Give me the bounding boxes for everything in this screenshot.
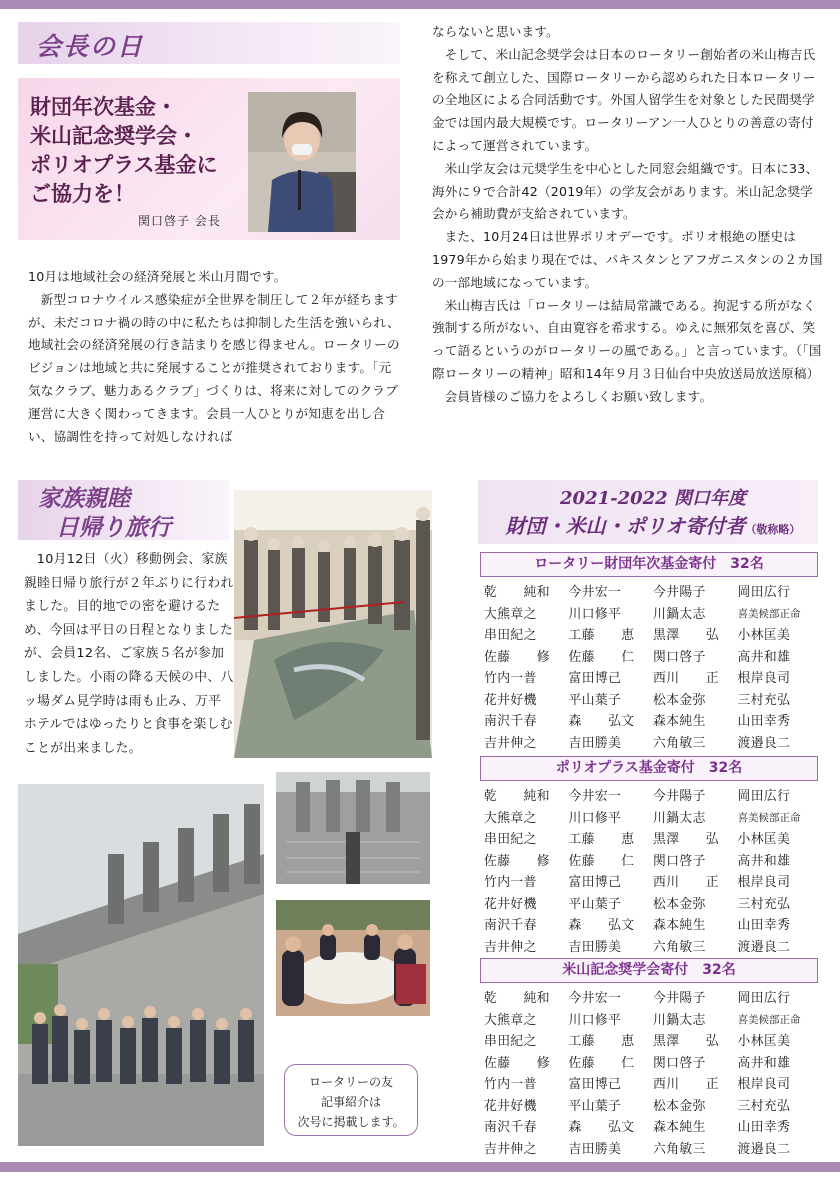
donor-name: 六角敏三 xyxy=(653,939,706,955)
donor-name: 花井好機 xyxy=(484,1098,537,1114)
donor-name: 山田幸秀 xyxy=(737,714,791,729)
donor-name: 三村充弘 xyxy=(737,1098,791,1114)
president-body-left: 10月は地域社会の経済発展と米山月間です。 新型コロナウイルス感染症が全世界を制圧して２年が経ちますが、未だコロナ禍の時の中に私たちは抑制した生活を強いられ、地域社会の経済発展の行き詰まりを感じ得ません。ロータリーのビジョンは地域と共に発展することが推奨されております。「元気なクラブ、魅力あるクラブ」づくりは、将来に対してのクラブ運営に大きく関わってきます。会員一人ひとりが知恵を出し合い、協調性を持って対処しなければ xyxy=(28,269,400,444)
donor-name: 川鍋太志 xyxy=(653,810,706,826)
donor-name: 乾 純和 xyxy=(484,585,550,600)
donor-name: 富田博己 xyxy=(568,671,622,686)
donor-name: 小林匡美 xyxy=(737,1034,791,1049)
donor-name: 川口修平 xyxy=(568,1012,622,1028)
donor-name: 喜美候部正命 xyxy=(737,607,801,620)
donor-name: 岡田広行 xyxy=(737,585,791,600)
donor-list-yoneyama xyxy=(480,988,818,1160)
donor-row xyxy=(480,988,818,1010)
trip-title-line2: 日帰り旅行 xyxy=(56,514,171,541)
donor-name: 関口啓子 xyxy=(653,1055,706,1071)
donor-row xyxy=(480,937,818,959)
donor-row xyxy=(480,808,818,830)
donor-name: 串田紀之 xyxy=(484,1034,537,1049)
donor-name: 工藤 恵 xyxy=(568,1034,635,1049)
donors-heading-line2: 財団・米山・ポリオ寄付者（敬称略） xyxy=(505,514,801,538)
next-issue-callout: ロータリーの友 記事紹介は 次号に掲載します。 xyxy=(284,1064,418,1136)
donor-name: 佐藤 仁 xyxy=(568,853,635,869)
donor-name: 串田紀之 xyxy=(484,832,537,847)
donor-name: 吉田勝美 xyxy=(568,1141,622,1157)
donor-name: 西川 正 xyxy=(653,875,719,890)
fund-title-polio: ポリオプラス基金寄付 32名 xyxy=(480,756,818,781)
president-section-header xyxy=(18,22,400,64)
donor-name: 工藤 恵 xyxy=(568,832,635,847)
donor-row xyxy=(480,1139,818,1161)
donor-name: 大熊章之 xyxy=(484,1012,537,1028)
donor-name: 松本金弥 xyxy=(653,896,706,912)
president-title: 財団年次基金・ 米山記念奨学会・ ポリオプラス基金に ご協力を！ xyxy=(30,94,218,206)
donor-name: 佐藤 修 xyxy=(484,1055,550,1071)
donor-name: 今井宏一 xyxy=(568,991,622,1006)
donors-heading xyxy=(478,480,818,544)
donor-row xyxy=(480,733,818,755)
donor-name: 黒澤 弘 xyxy=(653,628,719,643)
donor-name: 平山葉子 xyxy=(568,896,622,912)
fund-title-yoneyama: 米山記念奨学会寄付 32名 xyxy=(480,958,818,983)
trip-title-line1: 家族親睦 xyxy=(38,485,130,512)
donor-row xyxy=(480,1074,818,1096)
donor-name: 吉井伸之 xyxy=(484,939,537,955)
donor-name: 黒澤 弘 xyxy=(653,832,719,847)
donor-name: 山田幸秀 xyxy=(737,1120,791,1135)
donor-name: 高井和雄 xyxy=(737,649,791,665)
donors-heading-line1: 2021-2022 関口年度 xyxy=(560,488,746,509)
donor-name: 三村充弘 xyxy=(737,692,791,708)
donor-name: 根岸良司 xyxy=(737,1077,791,1092)
donor-row xyxy=(480,625,818,647)
donor-name: 串田紀之 xyxy=(484,628,537,643)
donor-name: 佐藤 仁 xyxy=(568,1055,635,1071)
donor-name: 川鍋太志 xyxy=(653,1012,706,1028)
donor-name: 吉田勝美 xyxy=(568,939,622,955)
donor-name: 山田幸秀 xyxy=(737,918,791,933)
photo-group-dam xyxy=(18,784,264,1146)
donor-name: 今井陽子 xyxy=(653,585,706,600)
donor-name: 今井宏一 xyxy=(568,789,622,804)
donor-name: 小林匡美 xyxy=(737,628,791,643)
donor-name: 高井和雄 xyxy=(737,1055,791,1071)
donor-name: 南沢千春 xyxy=(484,1120,537,1135)
donor-name: 西川 正 xyxy=(653,1077,719,1092)
donor-row xyxy=(480,647,818,669)
donor-name: 森本純生 xyxy=(653,918,706,933)
donor-name: 六角敏三 xyxy=(653,735,706,751)
donor-name: 関口啓子 xyxy=(653,853,706,869)
donor-row xyxy=(480,829,818,851)
donor-name: 南沢千春 xyxy=(484,714,537,729)
donor-name: 三村充弘 xyxy=(737,896,791,912)
donor-name: 喜美候部正命 xyxy=(737,811,801,824)
donor-name: 今井宏一 xyxy=(568,585,622,600)
donor-name: 岡田広行 xyxy=(737,991,791,1006)
donor-name: 竹内一普 xyxy=(484,1077,537,1092)
donor-name: 森本純生 xyxy=(653,714,706,729)
donor-name: 六角敏三 xyxy=(653,1141,706,1157)
donor-row xyxy=(480,1117,818,1139)
donor-name: 吉田勝美 xyxy=(568,735,622,751)
donor-name: 森 弘文 xyxy=(568,918,635,933)
donor-name: 花井好機 xyxy=(484,692,537,708)
donor-name: 工藤 恵 xyxy=(568,628,635,643)
donor-name: 西川 正 xyxy=(653,671,719,686)
donor-name: 川鍋太志 xyxy=(653,606,706,622)
trip-body: 10月12日（火）移動例会、家族親睦日帰り旅行が２年ぶりに行われました。目的地での密を避けるため、今回は平日の日程となりましたが、会員12名、ご家族５名が参加しました。小雨の降る天候の中、八ッ場ダム見学時は雨も止み、万平ホテルではゆったりと食事を楽しむことが出来ました。 xyxy=(24,552,234,756)
donor-name: 今井陽子 xyxy=(653,789,706,804)
donor-row xyxy=(480,582,818,604)
donor-name: 関口啓子 xyxy=(653,649,706,665)
donor-name: 乾 純和 xyxy=(484,991,550,1006)
donor-name: 佐藤 修 xyxy=(484,649,550,665)
donor-name: 富田博己 xyxy=(568,1077,622,1092)
donor-name: 小林匡美 xyxy=(737,832,791,847)
donor-row xyxy=(480,668,818,690)
donor-row xyxy=(480,851,818,873)
donor-name: 大熊章之 xyxy=(484,606,537,622)
photo-dam-face xyxy=(276,772,430,884)
top-band xyxy=(0,0,840,9)
donor-row xyxy=(480,1053,818,1075)
donor-name: 佐藤 仁 xyxy=(568,649,635,665)
donor-name: 森本純生 xyxy=(653,1120,706,1135)
donor-name: 竹内一普 xyxy=(484,671,537,686)
donor-name: 吉井伸之 xyxy=(484,735,537,751)
donor-row xyxy=(480,1031,818,1053)
donor-name: 竹内一普 xyxy=(484,875,537,890)
photo-dining xyxy=(276,900,430,1016)
donor-name: 渡邉良二 xyxy=(737,735,791,751)
donor-row xyxy=(480,894,818,916)
bottom-band xyxy=(0,1162,840,1172)
donor-name: 乾 純和 xyxy=(484,789,550,804)
donor-name: 今井陽子 xyxy=(653,991,706,1006)
donor-name: 森 弘文 xyxy=(568,1120,635,1135)
donor-name: 渡邉良二 xyxy=(737,939,791,955)
donor-row xyxy=(480,786,818,808)
donor-name: 平山葉子 xyxy=(568,692,622,708)
donor-name: 高井和雄 xyxy=(737,853,791,869)
donor-name: 佐藤 修 xyxy=(484,853,550,869)
donor-name: 川口修平 xyxy=(568,606,622,622)
donor-row xyxy=(480,711,818,733)
donor-row xyxy=(480,690,818,712)
donor-name: 花井好機 xyxy=(484,896,537,912)
president-photo xyxy=(248,92,356,232)
president-name: 関口啓子 会長 xyxy=(138,214,221,228)
donor-list-foundation xyxy=(480,582,818,754)
donor-row xyxy=(480,604,818,626)
donor-name: 喜美候部正命 xyxy=(737,1013,801,1026)
donor-name: 平山葉子 xyxy=(568,1098,622,1114)
donor-name: 大熊章之 xyxy=(484,810,537,826)
fund-title-foundation: ロータリー財団年次基金寄付 32名 xyxy=(480,552,818,577)
photo-dam-model xyxy=(234,490,432,758)
donor-list-polio xyxy=(480,786,818,958)
donor-name: 黒澤 弘 xyxy=(653,1034,719,1049)
donor-name: 岡田広行 xyxy=(737,789,791,804)
donor-name: 渡邉良二 xyxy=(737,1141,791,1157)
donor-row xyxy=(480,872,818,894)
donor-row xyxy=(480,1096,818,1118)
president-section-title: 会長の日 xyxy=(36,32,145,61)
donor-name: 南沢千春 xyxy=(484,918,537,933)
trip-section-header xyxy=(18,480,230,540)
donor-name: 根岸良司 xyxy=(737,875,791,890)
donor-row xyxy=(480,1010,818,1032)
donor-name: 松本金弥 xyxy=(653,692,706,708)
donor-name: 根岸良司 xyxy=(737,671,791,686)
donor-name: 吉井伸之 xyxy=(484,1141,537,1157)
donor-name: 森 弘文 xyxy=(568,714,635,729)
donor-row xyxy=(480,915,818,937)
donor-name: 富田博己 xyxy=(568,875,622,890)
president-body-right: ならないと思います。 そして、米山記念奨学会は日本のロータリー創始者の米山梅吉氏を称えて創立した、国際ロータリーから認められた日本ロータリーの全地区による合同活動です。外国人留学生を対象とした民間奨学金では国内最大規模です。ロータリーアン一人ひとりの善意の寄付によって運営されています。 米山学友会は元奨学生を中心とした同窓会組織です。日本に33、海外に９で合計42（2019年）の学友会があります。米山記念奨学会から補助費が支給されています。 また、10月24日は世界ポリオデーです。ポリオ根絶の歴史は1979年から始まり現在では、パキスタンとアフガニスタンの２カ国の一部地域になっています。 米山梅吉氏は「ロータリーは結局常識である。拘泥する所がなく強制する所がない、自由寛容を希求する。ゆえに無邪気を喜び、笑って語るというのがロータリーの風である。」と言っています。（「国際ロータリーの精神」昭和14年９月３日仙台中央放送局放送原稿） 会員皆様のご協力をよろしくお願い致します。 xyxy=(432,24,823,404)
donor-name: 川口修平 xyxy=(568,810,622,826)
donor-name: 松本金弥 xyxy=(653,1098,706,1114)
